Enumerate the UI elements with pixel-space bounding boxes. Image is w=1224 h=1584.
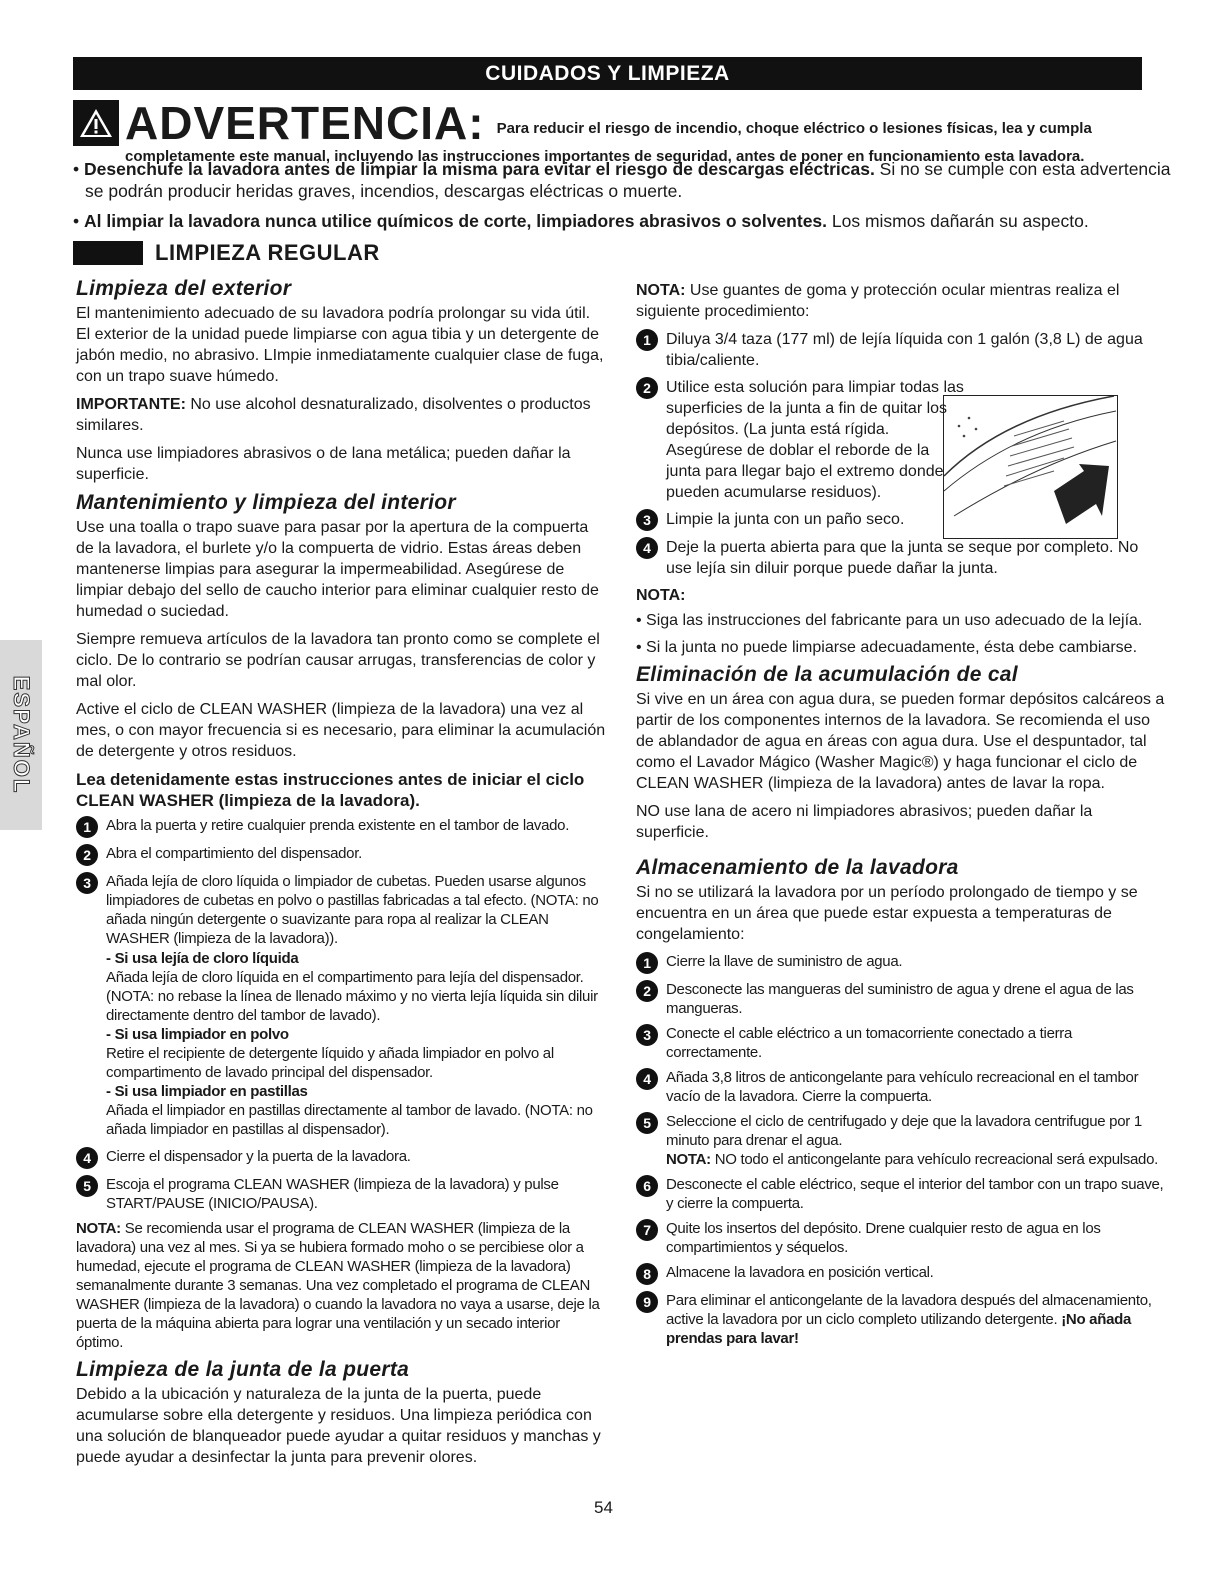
list-item: 2 Desconecte las mangueras del suministro de agua y drene el agua de las mangueras. [636,980,1166,1018]
warning-block [73,97,1163,166]
list-item: 3 Conecte el cable eléctrico a un tomacorriente conectado a tierra correctamente. [636,1024,1166,1062]
warning-triangle-icon [73,100,119,146]
gasket-illustration [943,395,1118,539]
warning-bullet-1: • Desenchufe la lavadora antes de limpiar la misma para evitar el riesgo de descargas eléctricas. Si no se cumple con esta advertencia se podrán producir heridas graves, incendios, descargas eléctricas o muerte. [73,159,1171,201]
clean-washer-note: NOTA: Se recomienda usar el programa de CLEAN WASHER (limpieza de la lavadora) una vez al mes. Si ya se hubiera formado moho o se percibiese olor a humedad, ejecute el programa de CLEAN WASHER (limpieza de la lavadora) semanalmente durante 3 semanas. Una vez completado el programa de CLEAN WASHER (limpieza de la lavadora) o cuando la lavadora no vaya a usarse, deje la puerta de la máquina abierta para lograr una ventilación y un secado interior óptimo. [76,1220,600,1351]
section-title: LIMPIEZA REGULAR [155,240,380,265]
sub-option-powder: - Si usa limpiador en polvo Retire el recipiente de detergente líquido y añada limpiador en polvo al compartimento de lavado principal del dispensador. [106,1026,554,1081]
list-item: 4 Añada 3,8 litros de anticongelante para vehículo recreacional en el tambor vacío de la lavadora. Cierre la compuerta. [636,1068,1166,1106]
warning-title: ADVERTENCIA: [125,97,485,149]
sub-option-liquid-bleach: - Si usa lejía de cloro líquida Añada lejía de cloro líquida en el compartimento para lejía del dispensador. (NOTA: no rebase la línea de llenado máximo y no vierta lejía líquida sin diluir directamente dentro del tambor de lavado). [106,950,598,1024]
list-item: • Siga las instrucciones del fabricante para un uso adecuado de la lejía. [636,612,1143,629]
list-item: 1 Diluya 3/4 taza (177 ml) de lejía líquida con 1 galón (3,8 L) de agua tibia/caliente. [636,329,1166,371]
scale-paragraph-1: Si vive en un área con agua dura, se pueden formar depósitos calcáreos a partir de los componentes internos de la lavadora. Se recomienda el uso de ablandador de agua en áreas con agua dura. Use el despuntador, tal como el Lavador Mágico (Washer Magic®) y haga funcionar el ciclo de CLEAN WASHER (limpieza de la lavadora) antes de lavar la ropa. [636,691,1165,792]
list-item: 2 Utilice esta solución para limpiar todas las superficies de la junta a fin de quitar los depósitos. (La junta está rígida. Asegúrese de doblar el reborde de la junta para llegar bajo el extremo donde pueden acumularse residuos). [636,377,1166,503]
list-item: 5 Seleccione el ciclo de centrifugado y deje que la lavadora centrifugue por 1 minuto para drenar el agua. NOTA: NO todo el anticongelante para vehículo recreacional será expulsado. [636,1112,1166,1169]
list-item: 7 Quite los insertos del depósito. Drene cualquier resto de agua en los compartimientos y séquelos. [636,1219,1166,1257]
interior-paragraph-3: Active el ciclo de CLEAN WASHER (limpieza de la lavadora) una vez al mes, o con mayor frecuencia si es necesario, para eliminar la acumulación de detergente y otros residuos. [76,701,606,760]
list-item: • Si la junta no puede limpiarse adecuadamente, ésta debe cambiarse. [636,639,1138,656]
exterior-paragraph: El mantenimiento adecuado de su lavadora podría prolongar su vida útil. El exterior de la unidad puede limpiarse con agua tibia y un detergente de jabón medio, no abrasivo. LImpie inmediatamente cualquier clase de fuga, con un trapo suave húmedo. [76,305,604,385]
exterior-title: Limpieza del exterior [76,277,292,300]
list-item: 3 Limpie la junta con un paño seco. [636,509,1166,531]
list-item: 1 Cierre la llave de suministro de agua. [636,952,1166,974]
nota-label: NOTA: [636,587,686,604]
storage-title: Almacenamiento de la lavadora [636,856,959,879]
storage-paragraph: Si no se utilizará la lavadora por un período prolongado de tiempo y se encuentra en un área que puede estar expuesta a temperaturas de congelamiento: [636,884,1138,943]
list-item: 4 Deje la puerta abierta para que la junta se seque por completo. No use lejía sin diluir porque puede dañar la junta. [636,537,1166,579]
gasket-paragraph: Debido a la ubicación y naturaleza de la junta de la puerta, puede acumularse sobre ella detergente y residuos. Una limpieza periódica con una solución de blanqueador puede ayudar a quitar residuos y manchas y puede ayudar a desinfectar la junta para prevenir olores. [76,1386,601,1466]
list-item: 1 Abra la puerta y retire cualquier prenda existente en el tambor de lavado. [76,816,606,838]
read-instructions-heading: Lea detenidamente estas instrucciones antes de iniciar el ciclo CLEAN WASHER (limpieza de la lavadora). [76,770,585,810]
section-bar [73,241,143,265]
interior-title: Mantenimiento y limpieza del interior [76,491,456,514]
warning-lead-line1: Para reducir el riesgo de incendio, choque eléctrico o lesiones físicas, lea y cumpla [496,120,1092,137]
nota-list [636,610,1166,658]
page-number: 54 [594,1498,613,1517]
warning-lead-line2: completamente este manual, incluyendo las instrucciones importantes de seguridad, antes de poner en funcionamiento esta lavadora. [125,148,1085,165]
warning-bullets [73,158,1173,240]
list-item: 5 Escoja el programa CLEAN WASHER (limpieza de la lavadora) y pulse START/PAUSE (INICIO/PAUSA). [76,1175,606,1213]
section-banner: CUIDADOS Y LIMPIEZA [73,57,1142,90]
list-item: 6 Desconecte el cable eléctrico, seque el interior del tambor con un trapo suave, y cierre la compuerta. [636,1175,1166,1213]
interior-paragraph-1: Use una toalla o trapo suave para pasar por la apertura de la compuerta de la lavadora, el burlete y/o la compuerta de vidrio. Estas áreas deben mantenerse limpias para asegurar la impermeabilidad. Asegúrese de limpiar debajo del sello de caucho interior para eliminar cualquier resto de humedad o suciedad. [76,519,599,620]
scale-title: Eliminación de la acumulación de cal [636,663,1018,686]
gloves-note: NOTA: Use guantes de goma y protección ocular mientras realiza el siguiente procedimiento: [636,282,1120,320]
list-item: 8 Almacene la lavadora en posición vertical. [636,1263,1166,1285]
exterior-paragraph-3: Nunca use limpiadores abrasivos o de lana metálica; pueden dañar la superficie. [76,445,571,483]
list-item: 3 Añada lejía de cloro líquida o limpiador de cubetas. Pueden usarse algunos limpiadores de cubetas en polvo o pastillas fabricadas a tal efecto. (NOTA: no añada ningún detergente o suavizante para ropa al realizar la CLEAN WASHER (limpieza de la lavadora)). [76,872,606,948]
important-note: IMPORTANTE: No use alcohol desnaturalizado, disolventes o productos similares. [76,396,591,434]
section-heading [73,240,380,266]
sub-option-tablets: - Si usa limpiador en pastillas Añada el limpiador en pastillas directamente al tambor de lavado. (NOTA: no añada limpiador en pastillas al dispensador). [106,1083,593,1138]
scale-paragraph-2: NO use lana de acero ni limpiadores abrasivos; pueden dañar la superficie. [636,803,1093,841]
gasket-drawing-icon [944,396,1117,538]
warning-bullet-2: • Al limpiar la lavadora nunca utilice químicos de corte, limpiadores abrasivos o solventes. Los mismos dañarán su aspecto. [73,211,1089,231]
list-item: 2 Abra el compartimiento del dispensador. [76,844,606,866]
interior-paragraph-2: Siempre remueva artículos de la lavadora tan pronto como se complete el ciclo. De lo contrario se podrían causar arrugas, transferencias de color y mal olor. [76,631,600,690]
list-item: 4 Cierre el dispensador y la puerta de la lavadora. [76,1147,606,1169]
language-side-tab: ESPAÑOL [0,640,42,830]
list-item: 9 Para eliminar el anticongelante de la lavadora después del almacenamiento, active la lavadora por un ciclo completo utilizando detergente. ¡No añada prendas para lavar! [636,1291,1166,1348]
left-column [76,278,606,1475]
gasket-title: Limpieza de la junta de la puerta [76,1358,410,1381]
